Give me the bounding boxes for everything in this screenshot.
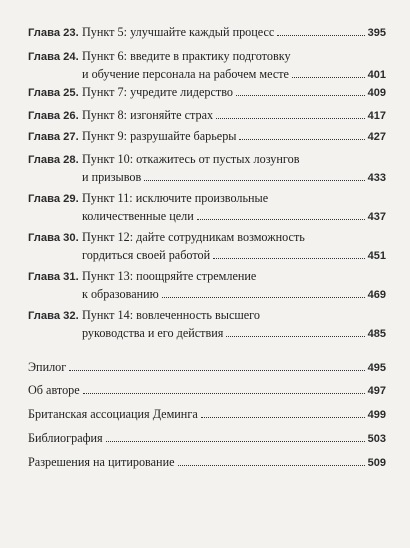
toc-entry-26	[28, 107, 386, 125]
toc-entry-30	[28, 229, 386, 265]
page-number: 409	[367, 87, 386, 99]
page-number: 433	[367, 172, 386, 184]
toc-entry-25	[28, 84, 386, 102]
dot-leader	[106, 441, 365, 442]
page-number: 417	[367, 110, 386, 122]
chapter-number: Глава 30.	[28, 232, 79, 244]
back-title: Эпилог	[28, 360, 67, 374]
chapter-title-cont: количественные цели	[82, 209, 194, 223]
chapter-number: Глава 29.	[28, 193, 79, 205]
chapter-title: Пункт 13: поощряйте стремление	[82, 269, 257, 283]
back-title: Британская ассоциация Деминга	[28, 407, 198, 421]
dot-leader	[236, 95, 365, 96]
chapter-title: Пункт 11: исключите произвольные	[82, 191, 269, 205]
chapter-title: Пункт 7: учредите лидерство	[82, 85, 233, 99]
toc-entry-28	[28, 151, 386, 187]
page-number: 495	[367, 362, 386, 374]
back-title: Об авторе	[28, 383, 80, 397]
page-number: 469	[367, 289, 386, 301]
back-entry-bibliography	[28, 430, 386, 448]
dot-leader	[83, 393, 365, 394]
chapter-title: Пункт 14: вовлеченность высшего	[82, 308, 260, 322]
chapter-number: Глава 31.	[28, 271, 79, 283]
chapter-title-cont: и обучение персонала на рабочем месте	[82, 67, 289, 81]
dot-leader	[277, 35, 364, 36]
back-entry-permissions	[28, 454, 386, 472]
page-number: 509	[367, 457, 386, 469]
page-number: 437	[367, 211, 386, 223]
page-number: 497	[367, 385, 386, 397]
chapter-title: Пункт 10: откажитесь от пустых лозунгов	[82, 152, 300, 166]
dot-leader	[69, 370, 364, 371]
dot-leader	[216, 118, 365, 119]
toc-entry-29	[28, 190, 386, 226]
dot-leader	[239, 139, 364, 140]
chapter-number: Глава 24.	[28, 51, 79, 63]
dot-leader	[213, 258, 365, 259]
chapter-title: Пункт 9: разрушайте барьеры	[82, 129, 237, 143]
page-number: 503	[367, 433, 386, 445]
dot-leader	[197, 219, 365, 220]
chapter-title-cont: гордиться своей работой	[82, 248, 211, 262]
chapter-title-cont: и призывов	[82, 170, 142, 184]
toc-entry-31	[28, 268, 386, 304]
dot-leader	[292, 77, 365, 78]
chapter-title: Пункт 6: введите в практику подготовку	[82, 49, 291, 63]
back-entry-about-author	[28, 382, 386, 400]
page-number: 427	[367, 131, 386, 143]
chapter-number: Глава 28.	[28, 154, 79, 166]
back-entry-epilogue	[28, 359, 386, 377]
chapter-number: Глава 26.	[28, 110, 79, 122]
page-number: 401	[367, 69, 386, 81]
page-number: 485	[367, 328, 386, 340]
chapter-number: Глава 32.	[28, 310, 79, 322]
chapter-title: Пункт 5: улучшайте каждый процесс	[82, 25, 275, 39]
page-number: 395	[367, 27, 386, 39]
dot-leader	[162, 297, 365, 298]
chapter-title-cont: к образованию	[82, 287, 159, 301]
chapter-number: Глава 23.	[28, 27, 79, 39]
toc-entry-24	[28, 48, 386, 84]
dot-leader	[226, 336, 364, 337]
chapter-number: Глава 27.	[28, 131, 79, 143]
toc-entry-23	[28, 24, 386, 42]
chapter-title: Пункт 8: изгоняйте страх	[82, 108, 214, 122]
chapter-title: Пункт 12: дайте сотрудникам возможность	[82, 230, 305, 244]
dot-leader	[201, 417, 365, 418]
dot-leader	[178, 465, 365, 466]
toc-entry-27	[28, 128, 386, 146]
chapter-number: Глава 25.	[28, 87, 79, 99]
page-number: 499	[367, 409, 386, 421]
back-title: Библиография	[28, 431, 103, 445]
page-number: 451	[367, 250, 386, 262]
dot-leader	[144, 180, 364, 181]
chapter-title-cont: руководства и его действия	[82, 326, 224, 340]
back-entry-deming-association	[28, 406, 386, 424]
toc-entry-32	[28, 307, 386, 343]
back-title: Разрешения на цитирование	[28, 455, 175, 469]
